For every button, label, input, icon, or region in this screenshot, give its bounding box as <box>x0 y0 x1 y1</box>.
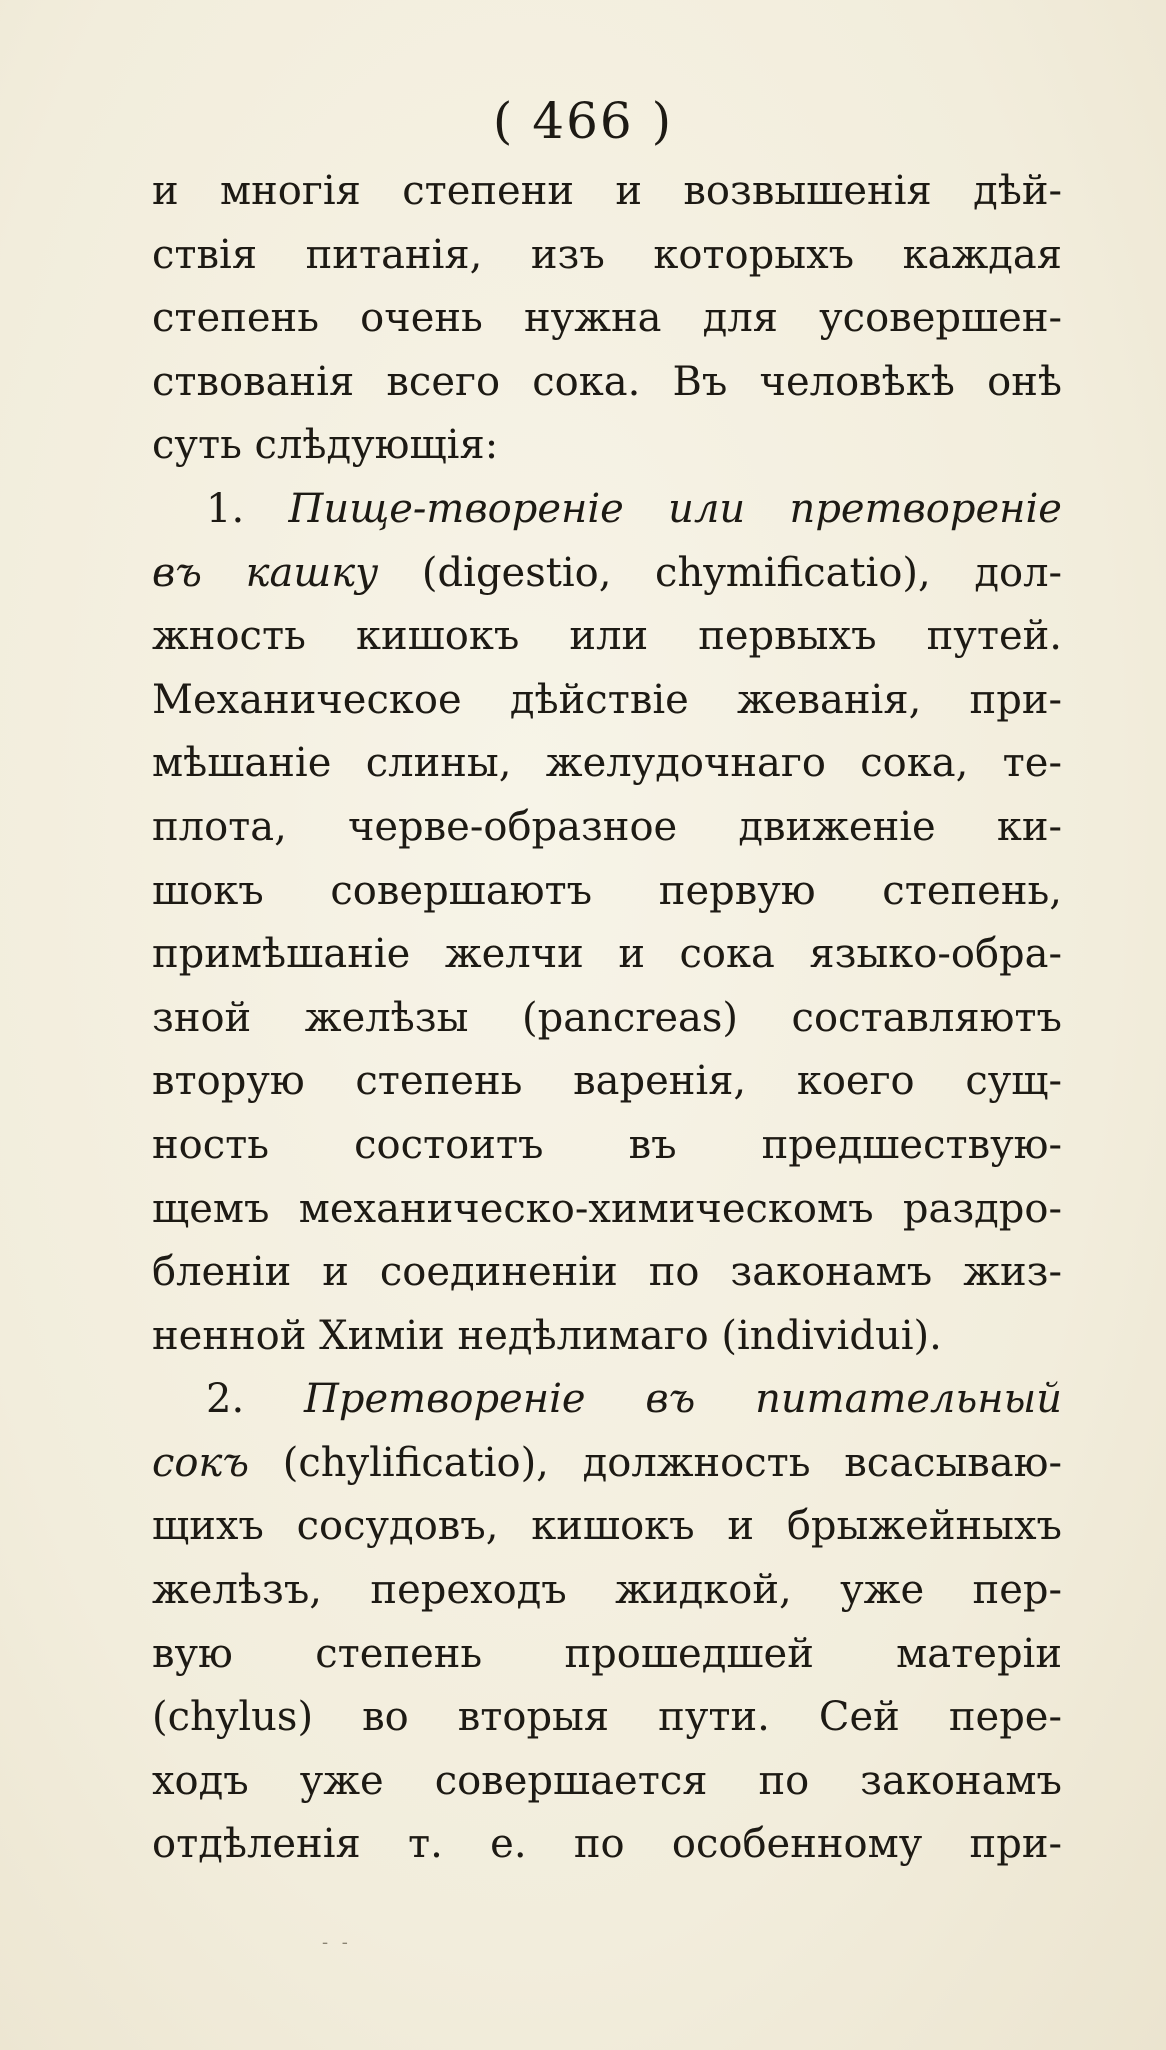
text-line <box>152 1686 1062 1750</box>
text-line <box>152 1114 1062 1178</box>
italic-run: Претвореніе въ питательный <box>304 1376 1062 1423</box>
text-run: жность кишокъ или первыхъ путей. <box>152 613 1062 660</box>
text-line <box>152 1241 1062 1305</box>
text-line <box>152 923 1062 987</box>
text-line <box>152 1368 1062 1432</box>
text-line <box>152 732 1062 796</box>
text-line <box>152 1432 1062 1496</box>
text-run: и многія степени и возвышенія дѣй- <box>152 168 1062 214</box>
text-run: вую степень прошедшей матеріи <box>152 1630 1062 1677</box>
text-run: (chylificatio), должность всасываю- <box>249 1439 1062 1486</box>
text-run: ненной Химіи недѣлимаго (individui). <box>152 1312 942 1359</box>
italic-run: Пище-твореніе или претвореніе <box>288 485 1062 532</box>
text-run: ходъ уже совершается по законамъ <box>152 1757 1062 1804</box>
text-run: щихъ сосудовъ, кишокъ и брыжейныхъ <box>152 1503 1062 1550</box>
text-run: вторую степень варенія, коего сущ- <box>152 1058 1062 1105</box>
text-run: щемъ механическо-химическомъ раздро- <box>152 1185 1062 1232</box>
text-run: ность состоитъ въ предшествую- <box>152 1121 1062 1168</box>
text-run: суть слѣдующія: <box>152 422 499 469</box>
text-run: примѣшаніе желчи и сока языко-обра- <box>152 931 1062 978</box>
text-run: шокъ совершаютъ первую степень, <box>152 867 1062 914</box>
text-line <box>152 542 1062 606</box>
body-text <box>152 160 1062 1877</box>
text-line <box>152 796 1062 860</box>
text-run: отдѣленія т. е. по особенному при- <box>152 1821 1062 1868</box>
text-run: зной желѣзы (pancreas) составляютъ <box>152 994 1062 1041</box>
italic-run: въ кашку <box>152 549 379 596</box>
text-line <box>152 860 1062 924</box>
stray-marks: - - <box>322 1932 352 1953</box>
text-line <box>152 1750 1062 1814</box>
text-line <box>152 1178 1062 1242</box>
text-run: степень очень нужна для усовершен- <box>152 295 1062 342</box>
text-run: ствія питанія, изъ которыхъ каждая <box>152 231 1062 278</box>
text-line <box>152 224 1062 288</box>
text-line <box>152 605 1062 669</box>
text-line <box>152 1050 1062 1114</box>
text-line <box>152 1813 1062 1877</box>
text-line <box>152 1559 1062 1623</box>
text-run: мѣшаніе слины, желудочнаго сока, те- <box>152 740 1062 787</box>
text-line <box>152 1623 1062 1687</box>
text-run: 2. <box>206 1376 304 1423</box>
text-run: плота, черве-образное движеніе ки- <box>152 803 1062 850</box>
text-line <box>152 987 1062 1051</box>
text-run: бленіи и соединеніи по законамъ жиз- <box>152 1249 1062 1296</box>
text-run: 1. <box>206 485 289 532</box>
text-line <box>152 160 1062 224</box>
italic-run: сокъ <box>152 1439 250 1486</box>
page-number: ( 466 ) <box>492 92 674 150</box>
text-line <box>152 1305 1062 1369</box>
text-run: желѣзъ, переходъ жидкой, уже пер- <box>152 1567 1062 1614</box>
text-run: (digestio, chymificatio), дол- <box>378 549 1062 596</box>
text-run: Механическое дѣйствіе жеванія, при- <box>152 676 1062 723</box>
text-run: ствованія всего сока. Въ человѣкѣ онѣ <box>152 358 1062 405</box>
text-run: (chylus) во вторыя пути. Сей пере- <box>152 1694 1062 1741</box>
text-line <box>152 414 1062 478</box>
text-line <box>152 287 1062 351</box>
text-line <box>152 351 1062 415</box>
text-line <box>152 669 1062 733</box>
text-line <box>152 478 1062 542</box>
text-line <box>152 1495 1062 1559</box>
